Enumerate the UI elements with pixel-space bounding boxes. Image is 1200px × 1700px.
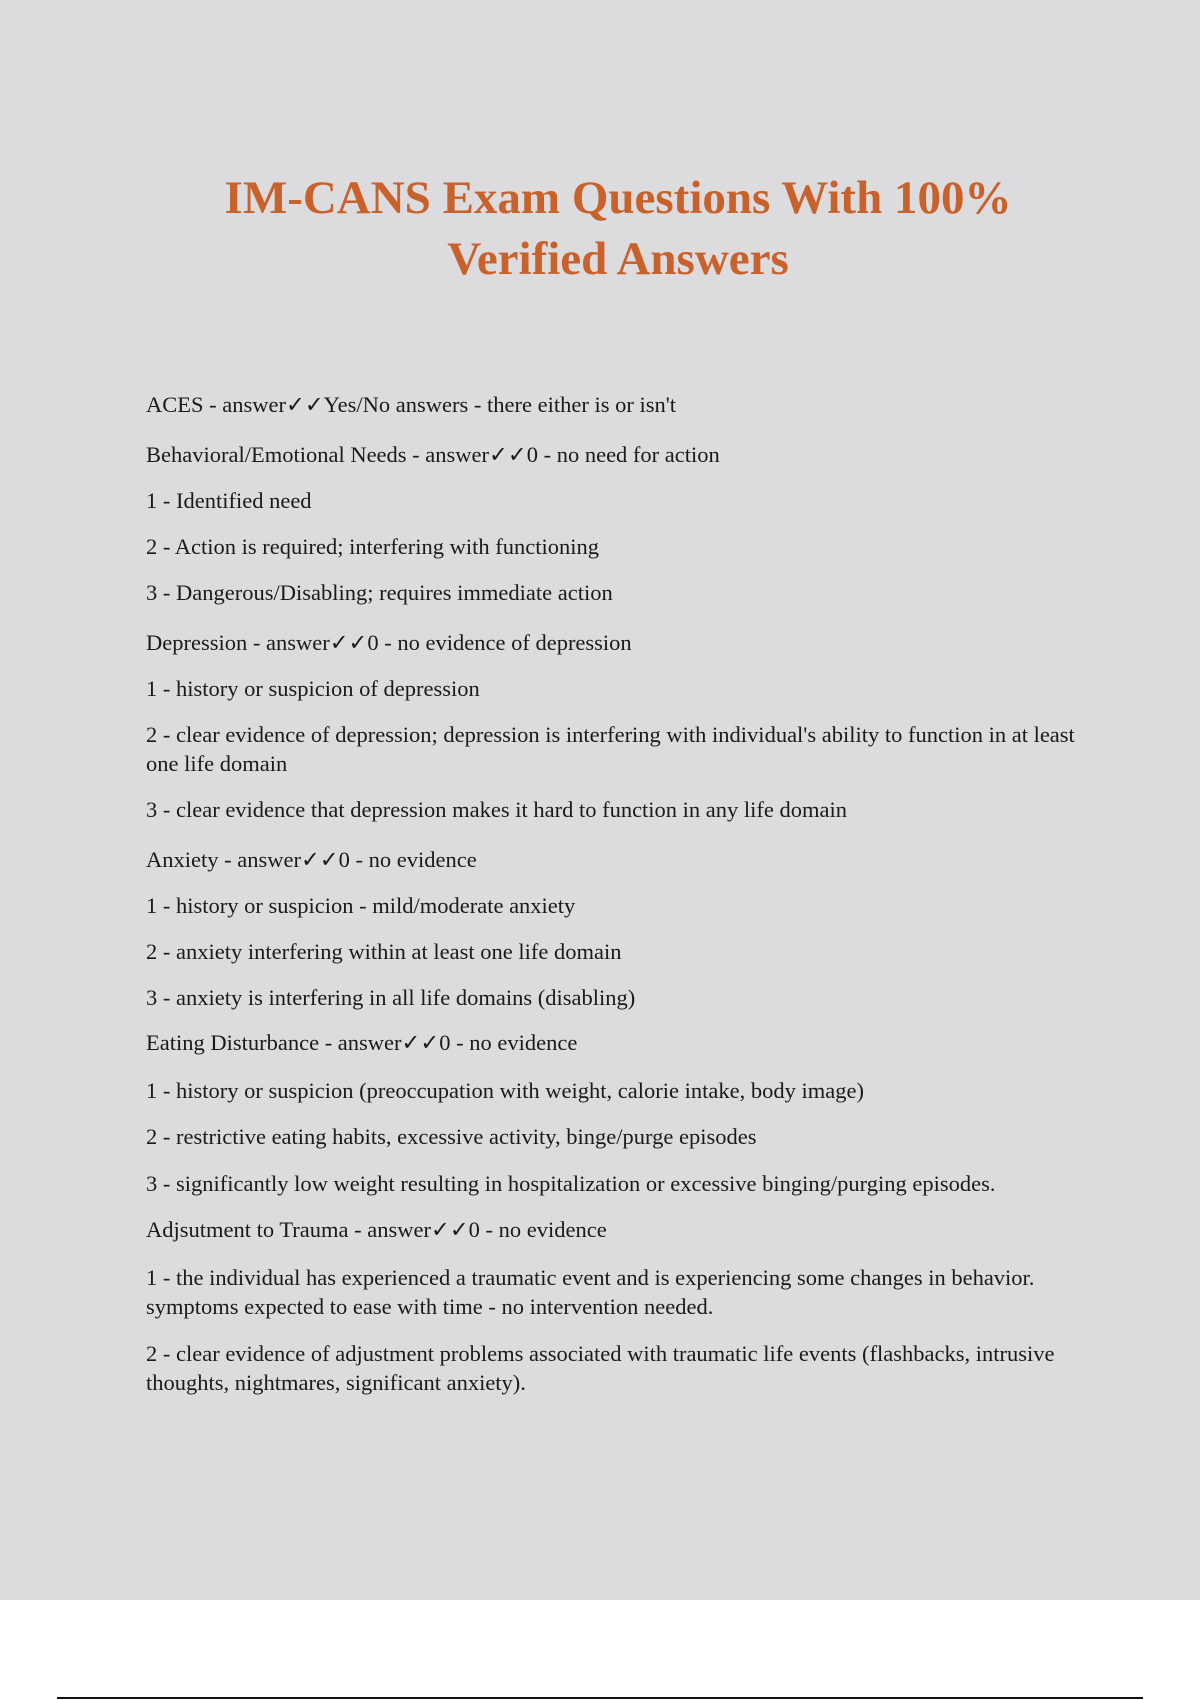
list-item: 3 - Dangerous/Disabling; requires immediate action [146,580,613,605]
list-item: 1 - history or suspicion (preoccupation with weight, calorie intake, body image) [146,1078,864,1103]
list-item: 1 - history or suspicion - mild/moderate anxiety [146,893,576,918]
list-item: Anxiety - answer✓✓0 - no evidence [146,847,477,872]
list-item: Eating Disturbance - answer✓✓0 - no evidence [146,1030,578,1055]
answer-list [146,390,1086,1395]
list-item: Depression - answer✓✓0 - no evidence of depression [146,630,632,655]
list-item: 2 - clear evidence of adjustment problems associated with traumatic life events (flashbacks, intrusive thoughts, nightmares, significant anxiety). [146,1341,1055,1395]
page-title [0,168,1200,290]
list-item: 3 - clear evidence that depression makes it hard to function in any life domain [146,797,848,822]
list-item: 1 - Identified need [146,488,312,513]
list-item: ACES - answer✓✓Yes/No answers - there either is or isn't [146,392,677,417]
list-item: 2 - anxiety interfering within at least one life domain [146,939,622,964]
list-item: 2 - clear evidence of depression; depression is interfering with individual's ability to function in at least one life domain [146,722,1075,776]
list-item: Behavioral/Emotional Needs - answer✓✓0 - no need for action [146,442,720,467]
list-item: 2 - restrictive eating habits, excessive activity, binge/purge episodes [146,1124,757,1149]
list-item: Adjsutment to Trauma - answer✓✓0 - no evidence [146,1217,607,1242]
list-item: 1 - history or suspicion of depression [146,676,480,701]
title-line-1: IM-CANS Exam Questions With 100% [224,172,1012,224]
title-line-2: Verified Answers [447,233,789,285]
footer-divider [57,1697,1143,1699]
list-item: 1 - the individual has experienced a traumatic event and is experiencing some changes in behavior. symptoms expected to ease with time - no intervention needed. [146,1265,1035,1319]
list-item: 2 - Action is required; interfering with functioning [146,534,600,559]
list-item: 3 - significantly low weight resulting in hospitalization or excessive binging/purging episodes. [146,1171,996,1196]
list-item: 3 - anxiety is interfering in all life domains (disabling) [146,985,636,1010]
